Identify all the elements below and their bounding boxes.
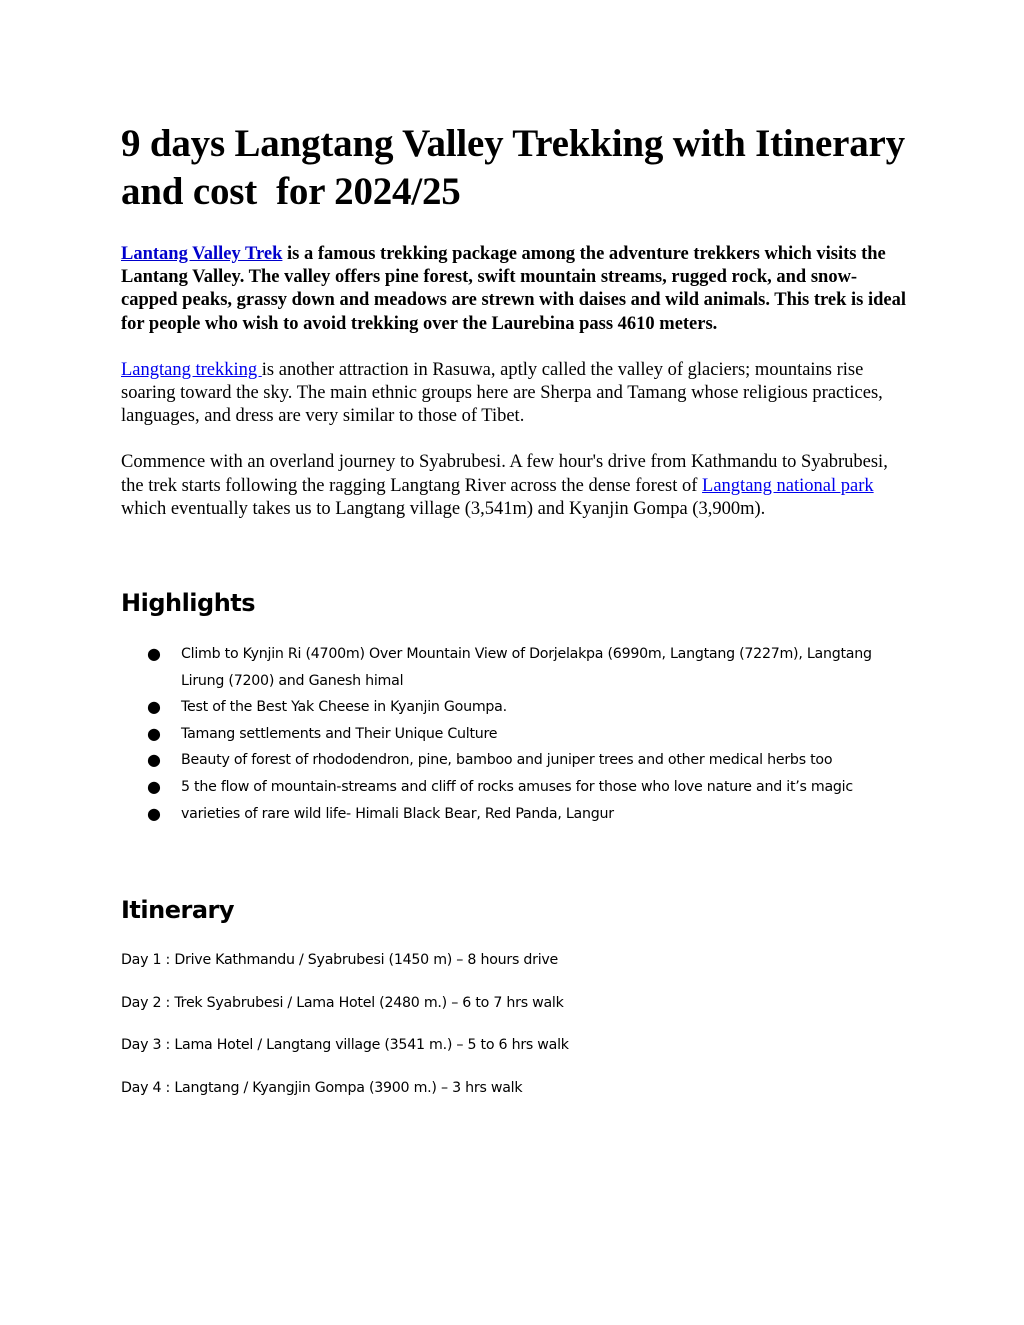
list-item — [121, 721, 911, 748]
bullet-icon: ● — [147, 697, 161, 717]
highlight-text: Test of the Best Yak Cheese in Kyanjin Goumpa. — [181, 699, 507, 716]
bullet-icon: ● — [147, 644, 161, 664]
highlight-text: 5 the flow of mountain-streams and cliff of rocks amuses for those who love nature and it’s magic — [181, 779, 853, 795]
journey-paragraph — [121, 451, 911, 521]
highlight-text: Beauty of forest of rhododendron, pine, bamboo and juniper trees and other medical herbs too — [181, 752, 833, 769]
document-page — [121, 120, 915, 1121]
bullet-icon: ● — [147, 723, 161, 743]
bullet-icon: ● — [147, 803, 161, 823]
lantang-valley-trek-link[interactable]: Lantang Valley Trek — [121, 244, 283, 264]
bullet-icon: ● — [147, 777, 161, 796]
list-item — [121, 694, 911, 721]
list-item — [121, 641, 911, 694]
itinerary-day-4: Day 4 : Langtang / Kyangjin Gompa (3900 m.) – 3 hrs walk — [121, 1079, 523, 1096]
itinerary-day-2: Day 2 : Trek Syabrubesi / Lama Hotel (2480 m.) – 6 to 7 hrs walk — [121, 994, 564, 1011]
bullet-icon: ● — [147, 750, 161, 770]
itinerary-heading: Itinerary — [121, 896, 235, 925]
itinerary-day-1: Day 1 : Drive Kathmandu / Syabrubesi (1450 m) – 8 hours drive — [121, 952, 559, 969]
highlight-text: varieties of rare wild life- Himali Black Bear, Red Panda, Langur — [181, 805, 614, 822]
list-item — [121, 801, 911, 828]
intro-text: is a famous trekking package among the adventure trekkers which visits the Lantang Valley. The valley offers pine forest, swift mountain streams, rugged rock, and snow-capped peaks, grassy down and meadows are strewn with daises and wild animals. This trek is ideal for people who wish to avoid trekking over the Laurebina pass 4610 meters. — [121, 244, 907, 334]
itinerary-list — [121, 950, 911, 1098]
langtang-trekking-link[interactable]: Langtang trekking — [121, 359, 262, 380]
highlight-text: Tamang settlements and Their Unique Culture — [181, 725, 498, 742]
paragraph3-text-before: Commence with an overland journey to Syabrubesi. A few hour's drive from Kathmandu to Syabrubesi, the trek starts following the ragging Langtang River across the dense forest of — [121, 452, 888, 496]
intro-paragraph — [121, 243, 911, 336]
list-item — [121, 774, 911, 801]
list-item — [121, 747, 911, 774]
langtang-trekking-paragraph — [121, 359, 911, 429]
itinerary-day-3: Day 3 : Lama Hotel / Langtang village (3541 m.) – 5 to 6 hrs walk — [121, 1037, 569, 1054]
paragraph2-text: is another attraction in Rasuwa, aptly called the valley of glaciers; mountains rise soaring toward the sky. The main ethnic groups here are Sherpa and Tamang whose religious practices, languages, and dress are very similar to those of Tibet. — [121, 359, 883, 427]
page-title: 9 days Langtang Valley Trekking with Itinerary and cost for 2024/25 — [121, 122, 915, 213]
paragraph3-text-after: which eventually takes us to Langtang village (3,541m) and Kyanjin Gompa (3,900m). — [121, 498, 766, 519]
highlight-text: Climb to Kynjin Ri (4700m) Over Mountain View of Dorjelakpa (6990m, Langtang (7227m), Langtang Lirung (7200) and Ganesh himal — [181, 646, 872, 689]
highlights-list — [121, 641, 911, 827]
langtang-national-park-link[interactable]: Langtang national park — [702, 475, 874, 496]
highlights-heading: Highlights — [121, 589, 256, 618]
